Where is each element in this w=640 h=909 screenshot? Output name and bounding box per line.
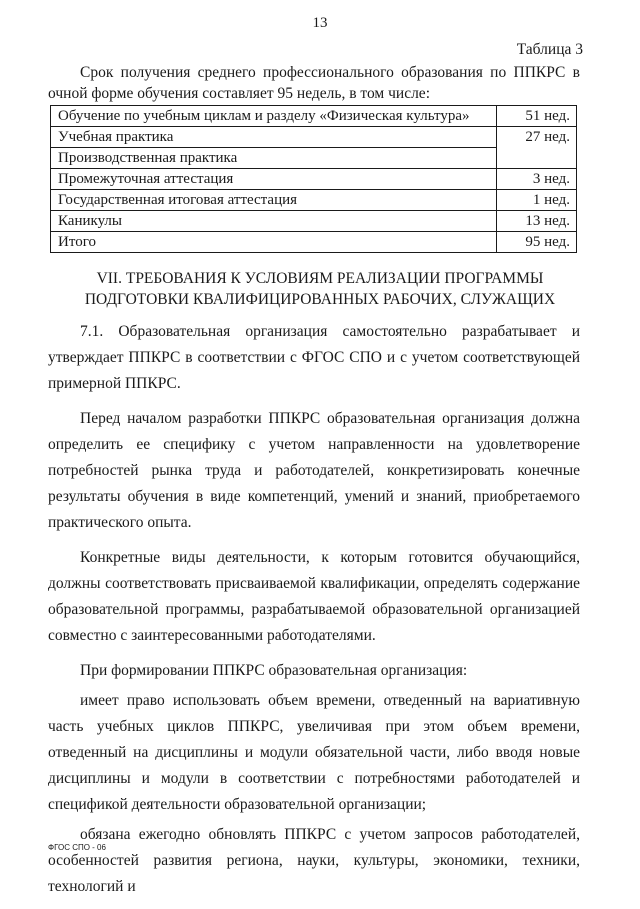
table-row [51, 106, 577, 127]
paragraph-7-1: 7.1. Образовательная организация самостоятельно разрабатывает и утверждает ППКРС в соответствии с ФГОС СПО и с учетом соответствующей примерной ППКРС. [48, 323, 580, 392]
paragraph-right: имеет право использовать объем времени, отведенный на вариативную часть учебных циклов ППКРС, увеличивая при этом объем времени, отведенный на дисциплины и модули обязательной части, либо вводя новые дисциплины и модули в соответствии с потребностями работодателей и спецификой деятельности образовательной организации; [48, 692, 580, 813]
table-row [51, 169, 577, 190]
row-value: 95 нед. [497, 232, 577, 253]
row-value: 3 нед. [497, 169, 577, 190]
paragraph-formation: При формировании ППКРС образовательная организация: [80, 662, 468, 679]
paragraph-activities: Конкретные виды деятельности, к которым готовится обучающийся, должны соответствовать присваиваемой квалификации, определять содержание образовательной программы, разрабатываемой образовательной организацией совместно с заинтересованными работодателями. [48, 549, 580, 644]
paragraph-specifics: Перед началом разработки ППКРС образовательная организация должна определить ее специфику с учетом направленности на удовлетворение потребностей рынка труда и работодателей, конкретизировать конечные результаты обучения в виде компетенций, умений и знаний, приобретаемого практического опыта. [48, 410, 580, 531]
row-value: 27 нед. [497, 127, 577, 169]
section-heading-line2: ПОДГОТОВКИ КВАЛИФИЦИРОВАННЫХ РАБОЧИХ, СЛУЖАЩИХ [84, 291, 556, 308]
row-label: Каникулы [51, 211, 497, 232]
section-heading [40, 268, 600, 310]
page-number: 13 [312, 15, 328, 31]
intro-paragraph: Срок получения среднего профессионального образования по ППКРС в очной форме обучения составляет 95 недель, в том числе: [48, 64, 580, 102]
section-heading-line1: VII. ТРЕБОВАНИЯ К УСЛОВИЯМ РЕАЛИЗАЦИИ ПРОГРАММЫ [96, 270, 544, 287]
row-label: Итого [51, 232, 497, 253]
row-value: 51 нед. [497, 106, 577, 127]
table-row [51, 190, 577, 211]
row-label: Учебная практика [51, 127, 497, 148]
table-caption: Таблица 3 [516, 41, 583, 58]
table-row [51, 232, 577, 253]
table-row [51, 127, 577, 148]
row-label: Государственная итоговая аттестация [51, 190, 497, 211]
row-value: 13 нед. [497, 211, 577, 232]
row-label: Промежуточная аттестация [51, 169, 497, 190]
row-label: Обучение по учебным циклам и разделу «Физическая культура» [51, 106, 497, 127]
row-label: Производственная практика [51, 148, 497, 169]
footer-code: ФГОС СПО - 06 [48, 843, 106, 852]
body-text [48, 319, 580, 909]
row-value: 1 нед. [497, 190, 577, 211]
paragraph-obligation: обязана ежегодно обновлять ППКРС с учетом запросов работодателей, особенностей развития региона, науки, культуры, экономики, техники, технологий и [48, 826, 580, 895]
table-row [51, 211, 577, 232]
duration-table [50, 105, 577, 253]
